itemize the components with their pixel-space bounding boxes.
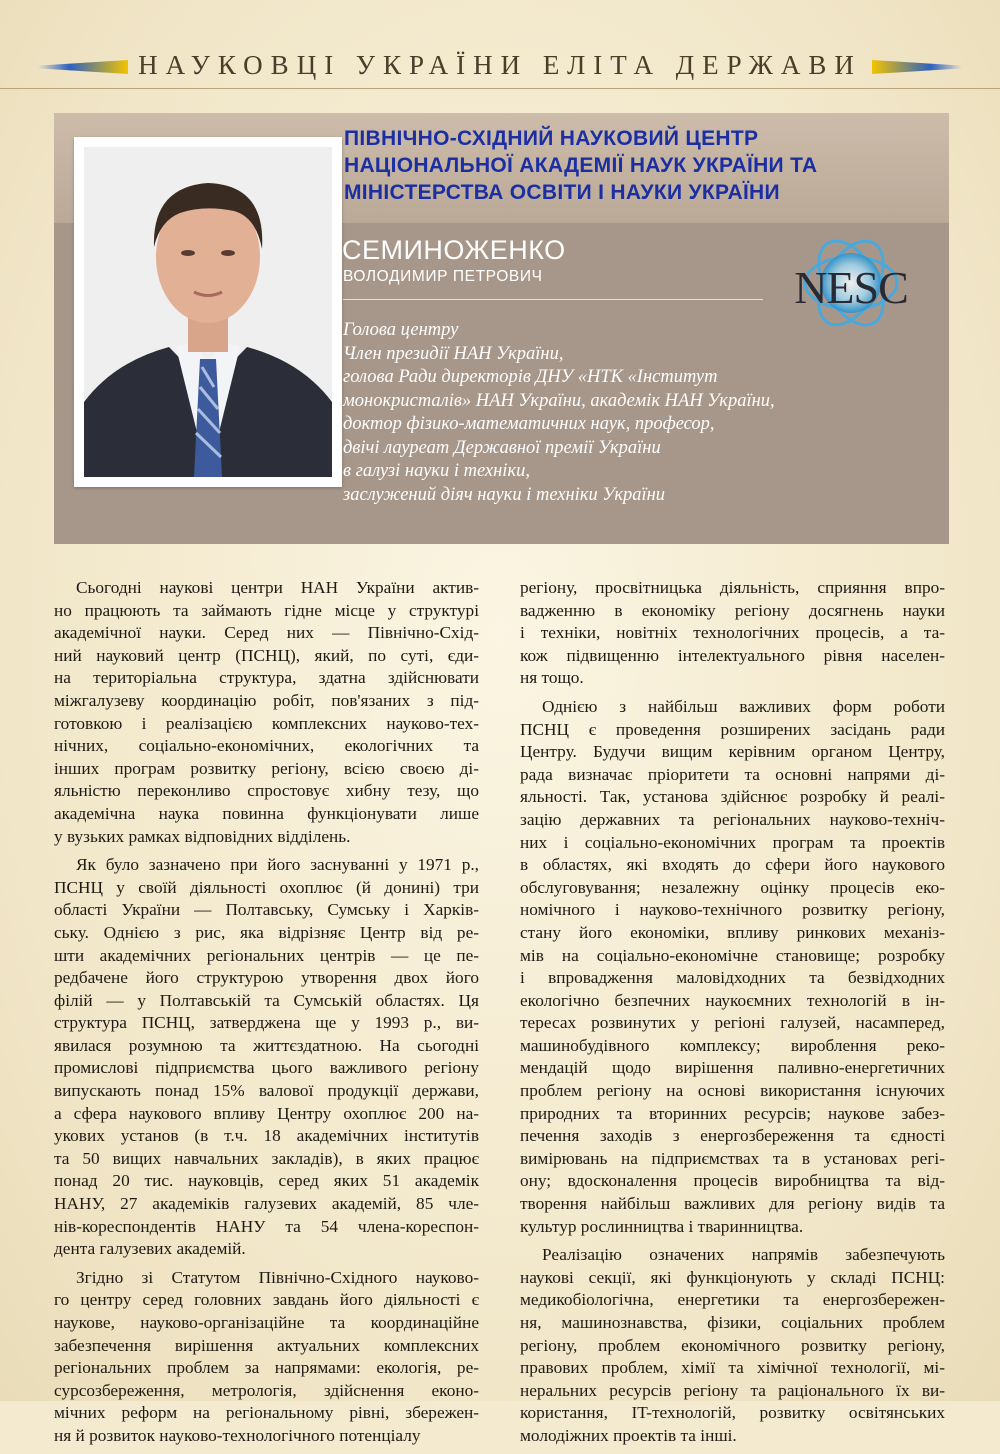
article-line: обслуговування; незалежну оцінку процесів еко- (520, 877, 945, 897)
profile-panel (54, 113, 949, 544)
article-line: яльності. Так, установа здійснює розробку й реалі- (520, 787, 945, 807)
magazine-title: НАУКОВЦІ УКРАЇНИ ЕЛІТА ДЕРЖАВИ (138, 50, 862, 80)
article-line: укових установ (в т.ч. 18 академічних інститутів (54, 1126, 479, 1146)
article-line: наукове, науково-організаційне та координаційне (54, 1313, 479, 1332)
article-line: сурсозбереження, метрологія, здійснення еконо- (54, 1380, 479, 1400)
article-line: та 50 вищих навчальних закладів), в яких працює (54, 1148, 479, 1168)
article-line: випускають понад 15% валової продукції держави, (54, 1081, 479, 1101)
magazine-header (0, 44, 1000, 90)
article-line: ону; вдосконалення процесів виробництва та від- (520, 1171, 945, 1191)
article-line: редбачене його структурою утворення двох його (54, 968, 479, 988)
article-line: регіону, просвітницька діяльність, сприяння впро- (520, 578, 945, 597)
article-line: природних та вторинних ресурсів; наукове забез- (520, 1103, 945, 1123)
article-line: користання, IT-технологій, розвитку освітянських (520, 1403, 945, 1423)
article-paragraph (54, 854, 479, 1261)
article-paragraph (520, 577, 945, 690)
article-line: міжгалузеву координацію робіт, пов'язаних з під- (54, 690, 479, 710)
role-line: Голова центру (343, 320, 459, 340)
article-line: промислові підприємства цього важливого регіону (54, 1058, 479, 1078)
article-line: Центру. Будучи вищим керівним органом Центру, (520, 742, 945, 762)
article-line: машинобудівного комплексу; вироблення реко- (520, 1035, 945, 1055)
article-line: шти академічних регіональних центрів — це пе- (54, 945, 479, 965)
article-line: культур рослинництва і тваринництва. (520, 1216, 804, 1236)
article-line: і впровадження маловідходних та безвідходних (520, 968, 945, 988)
article-line: і техніки, новітніх технологічних процесів, а та- (520, 623, 945, 643)
article-column-left (54, 577, 479, 1454)
article-line: на територіальна структура, здатна здійснювати (54, 668, 479, 688)
article-line: дента галузевих академій. (54, 1239, 246, 1259)
organization-title-line: ПІВНІЧНО-СХІДНИЙ НАУКОВИЙ ЦЕНТР (344, 127, 759, 150)
role-line: голова Ради директорів ДНУ «НТК «Інститут (343, 367, 718, 387)
article-line: номічного і науково-технічного розвитку регіону, (520, 900, 945, 920)
article-line: інших програм розвитку регіону, всією своєю ді- (54, 758, 479, 778)
article-line: зацію державних та регіональних науково-техніч- (520, 809, 945, 829)
article-line: у вузьких рамках відповідних відділень. (54, 826, 351, 846)
article-line: ПСНЦ є проведення розширених засідань ради (520, 719, 945, 739)
portrait-frame (74, 137, 342, 487)
role-line: Член президії НАН України, (343, 343, 564, 364)
organization-title-line: МІНІСТЕРСТВА ОСВІТИ І НАУКИ УКРАЇНИ (344, 181, 780, 204)
article-line: понад 20 тис. науковців, серед яких 51 академік (54, 1171, 479, 1191)
article-line: мів на соціально-економічне становище; розробку (520, 945, 945, 965)
organization-title (344, 125, 924, 206)
article-line: кож підвищенню інтелектуального рівня населен- (520, 645, 945, 665)
article-column-right (520, 577, 945, 1454)
article-line: явилася розумною та життєздатною. На сьогодні (54, 1035, 479, 1055)
person-roles (343, 319, 933, 507)
article-line: ний науковий центр (ПСНЦ), який, по суті, єди- (54, 645, 479, 665)
article-line: проблем регіону на основі використання існуючих (520, 1081, 945, 1101)
article-line: Як було зазначено при його заснуванні у 1971 р., (76, 855, 479, 875)
article-line: академічна наука повинна функціонувати лише (54, 803, 479, 823)
article-paragraph (520, 1244, 945, 1447)
name-divider (343, 299, 763, 300)
article-line: області України — Полтавську, Сумську і Харків- (54, 900, 479, 920)
article-line: регіональних проблем за напрямами: екологія, ре- (54, 1358, 479, 1378)
article-line: філій — у Полтавській та Сумській областях. Ця (54, 990, 479, 1010)
article-line: ня тощо. (520, 668, 584, 688)
role-line: двічі лауреат Державної премії України (343, 437, 661, 458)
article-line: мендацій щодо вирішення паливно-енергетичних (520, 1058, 945, 1078)
article-line: ня й розвиток науково-технологічного потенціалу (54, 1425, 421, 1445)
article-line: печення заходів з енергозбереження та єдності (520, 1126, 945, 1146)
article-line: НАНУ, 27 академіків галузевих академій, 85 чле- (54, 1194, 479, 1214)
article-line: а сфера наукового впливу Центру охоплює 200 на- (54, 1103, 479, 1123)
article-line: вимірювань на підприємствах та в установах регі- (520, 1148, 945, 1168)
header-divider (0, 88, 1000, 89)
article-line: вадженню в економіку регіону досягнень науки (520, 600, 945, 620)
article-line: Реалізацію означених напрямів забезпечують (542, 1245, 945, 1265)
article-line: ня, машинознавства, фізики, соціальних проблем (520, 1313, 945, 1332)
article-line: академічної науки. Серед них — Північно-Схід- (54, 623, 479, 643)
article-line: творення найбільш важливих для регіону видів та (520, 1194, 945, 1214)
article-line: рада визначає пріоритети та основні напрями ді- (520, 764, 945, 784)
role-line: в галузі науки і техніки, (343, 461, 530, 481)
article-line: мічних реформ на регіональному рівні, збережен- (54, 1403, 479, 1423)
article-line: стану його економіки, впливу ринкових механіз- (520, 922, 945, 942)
article-line: яльністю переконливо спростовує хибну тезу, що (54, 781, 479, 801)
article-line: структура ПСНЦ, затверджена ще у 1993 р., ви- (54, 1013, 479, 1033)
article-paragraph (520, 696, 945, 1238)
article-paragraph (54, 1267, 479, 1448)
article-line: забезпечення вирішення актуальних комплексних (54, 1335, 479, 1355)
role-line: монокристалів» НАН України, академік НАН України, (343, 390, 775, 411)
article-line: молодіжних проектів та інші. (520, 1425, 737, 1445)
article-line: готовкою і реалізацією комплексних науково-тех- (54, 713, 479, 733)
article-line: неральних ресурсів регіону та раціонального їх ви- (520, 1380, 945, 1400)
portrait-image (84, 147, 332, 477)
article-line: Однією з найбільш важливих форм роботи (542, 696, 945, 716)
article-line: них і соціально-економічних програм та проектів (520, 832, 945, 852)
organization-title-line: НАЦІОНАЛЬНОЇ АКАДЕМІЇ НАУК УКРАЇНИ ТА (344, 154, 818, 177)
article-line: го центру серед головних завдань його діяльності є (54, 1290, 479, 1310)
article-line: екологічно безпечних наукоємних технологій в ін- (520, 990, 945, 1010)
article-line: регіону, проблем економічного розвитку регіону, (520, 1335, 945, 1355)
article-line: нів-кореспондентів НАНУ та 54 члена-кореспон- (54, 1216, 479, 1236)
article-line: тересах розвинутих у регіоні галузей, насамперед, (520, 1013, 945, 1033)
person-given-names: ВОЛОДИМИР ПЕТРОВИЧ (343, 268, 543, 285)
role-line: заслужений діяч науки і техніки України (343, 484, 666, 505)
role-line: доктор фізико-математичних наук, професор, (343, 414, 715, 434)
article-line: ську. Однією з рис, яка відрізняє Центр від ре- (54, 922, 479, 942)
nesc-logo-text: NESC (794, 262, 908, 313)
article-line: в областях, які входять до сфери його наукового (520, 855, 945, 875)
article-line: ПСНЦ у своїй діяльності охоплює (й донині) три (54, 877, 479, 897)
person-surname: СЕМИНОЖЕНКО (342, 235, 566, 265)
article-line: но працюють та займають гідне місце у структурі (54, 600, 479, 620)
article-line: нічних, соціально-економічних, екологічних та (54, 736, 479, 756)
article-line: Згідно зі Статутом Північно-Східного науково- (76, 1267, 479, 1287)
portrait-photo (84, 147, 332, 477)
article-line: медикобіологічна, енергетики та енергозбережен- (520, 1290, 945, 1310)
article-line: наукові секції, які функціонують у складі ПСНЦ: (520, 1267, 945, 1287)
article-line: правових проблем, хімії та хімічної технології, мі- (520, 1358, 945, 1378)
article-line: Сьогодні наукові центри НАН України актив- (76, 578, 479, 597)
article-paragraph (54, 577, 479, 848)
